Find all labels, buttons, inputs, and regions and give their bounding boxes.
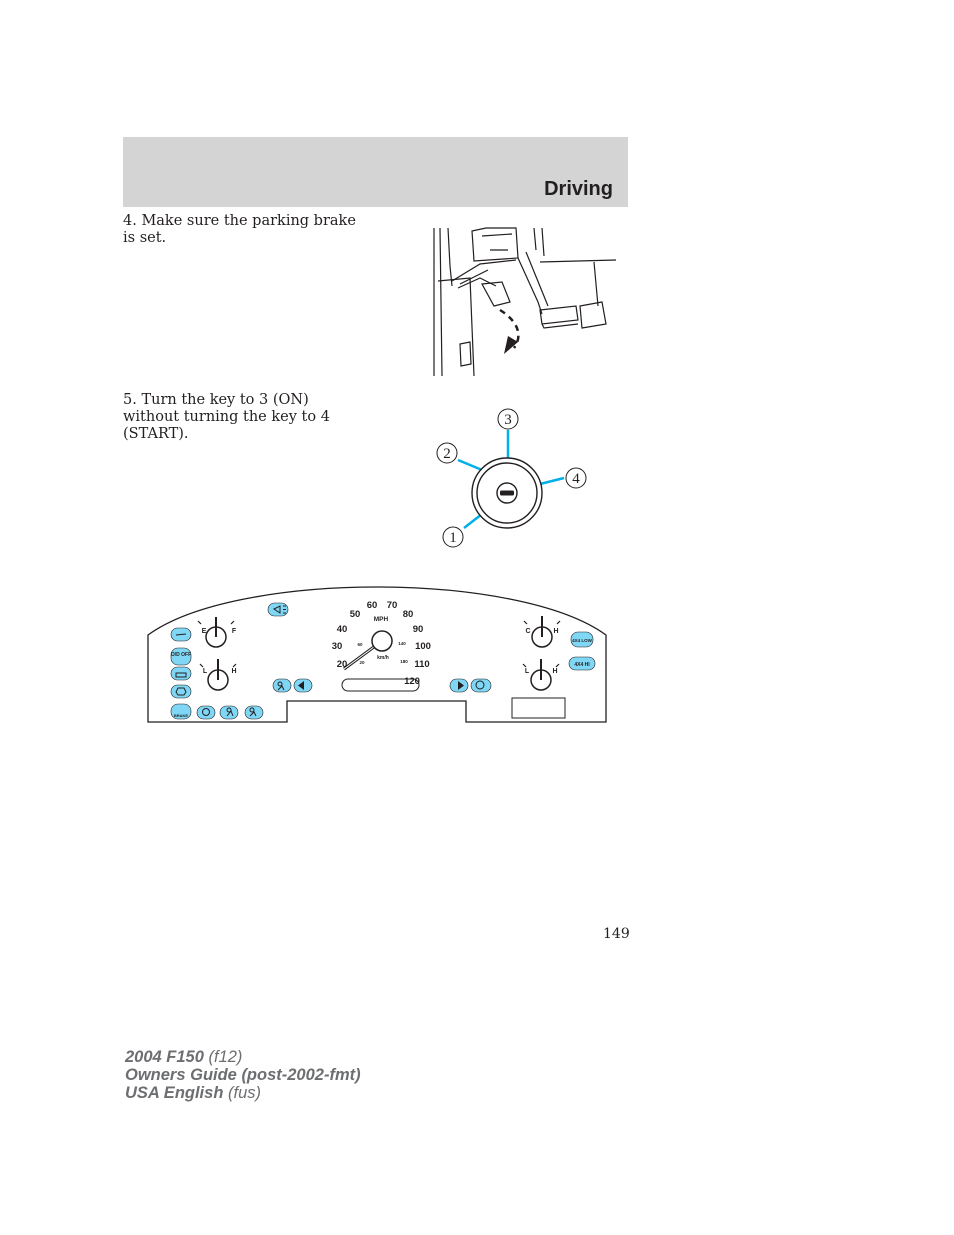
fuel-empty-label: E <box>201 628 207 635</box>
mph-label-70: 70 <box>386 600 398 611</box>
section-title: Driving <box>544 178 613 200</box>
footer-language-code: (fus) <box>228 1084 261 1102</box>
check-engine-indicator <box>171 685 191 698</box>
mph-label-20: 20 <box>336 659 348 670</box>
abs-indicator <box>197 706 215 719</box>
kmh-label-180: 180 <box>400 659 408 664</box>
mph-unit-label: MPH <box>373 616 389 623</box>
page-number: 149 <box>603 926 630 942</box>
document-footer <box>125 1048 361 1102</box>
volt-high-label: H <box>552 668 558 675</box>
position-4-label: 4 <box>572 471 580 487</box>
step-4-text: 4. Make sure the parking brake is set. <box>123 213 356 246</box>
volt-low-label: L <box>524 668 530 675</box>
kmh-label-20: 20 <box>359 660 365 665</box>
arrow-head-icon <box>504 336 518 354</box>
brake-pedal <box>540 306 578 324</box>
kmh-unit-label: km/h <box>377 655 389 661</box>
step-5-text: 5. Turn the key to 3 (ON) without turning the key to 4 (START). <box>123 392 330 442</box>
footer-language: USA English <box>125 1084 224 1102</box>
four-hi-label: 4X4 HI <box>574 662 590 668</box>
footer-model: 2004 F150 <box>125 1048 204 1066</box>
od-off-label: O/D OFF <box>170 652 192 658</box>
temp-hot-label: H <box>553 628 559 635</box>
mph-label-110: 110 <box>414 659 430 670</box>
kmh-label-60: 60 <box>357 642 363 647</box>
position-2-line <box>458 460 482 470</box>
key-slot-icon <box>500 491 514 496</box>
mph-label-40: 40 <box>336 624 348 635</box>
mph-label-120: 120 <box>404 676 420 687</box>
position-3-label: 3 <box>504 412 512 428</box>
mph-label-100: 100 <box>415 641 431 652</box>
mph-label-60: 60 <box>366 600 378 611</box>
mph-label-80: 80 <box>402 609 414 620</box>
ignition-illustration <box>428 404 598 554</box>
position-4-line <box>540 478 564 484</box>
mph-label-90: 90 <box>412 624 424 635</box>
parking-brake-illustration <box>430 226 620 382</box>
kmh-label-140: 140 <box>398 641 406 646</box>
position-2-label: 2 <box>443 446 451 462</box>
brake-label: BRAKE <box>173 713 189 718</box>
instrument-cluster-illustration <box>146 565 608 725</box>
needle-hub <box>372 631 392 651</box>
oil-high-label: H <box>231 668 237 675</box>
accelerator-pedal <box>580 302 606 328</box>
temp-cold-label: C <box>525 628 531 635</box>
position-1-label: 1 <box>449 530 457 546</box>
position-1-line <box>464 514 482 528</box>
oil-low-label: L <box>202 668 208 675</box>
footer-guide: Owners Guide (post-2002-fmt) <box>125 1066 361 1084</box>
release-handle-housing <box>472 228 518 261</box>
section-header <box>123 137 628 207</box>
four-low-label: 4X4 LOW <box>572 638 592 643</box>
mph-label-50: 50 <box>349 609 361 620</box>
mph-label-30: 30 <box>331 641 343 652</box>
footer-model-code: (f12) <box>208 1048 243 1066</box>
fuel-full-label: F <box>231 628 237 635</box>
